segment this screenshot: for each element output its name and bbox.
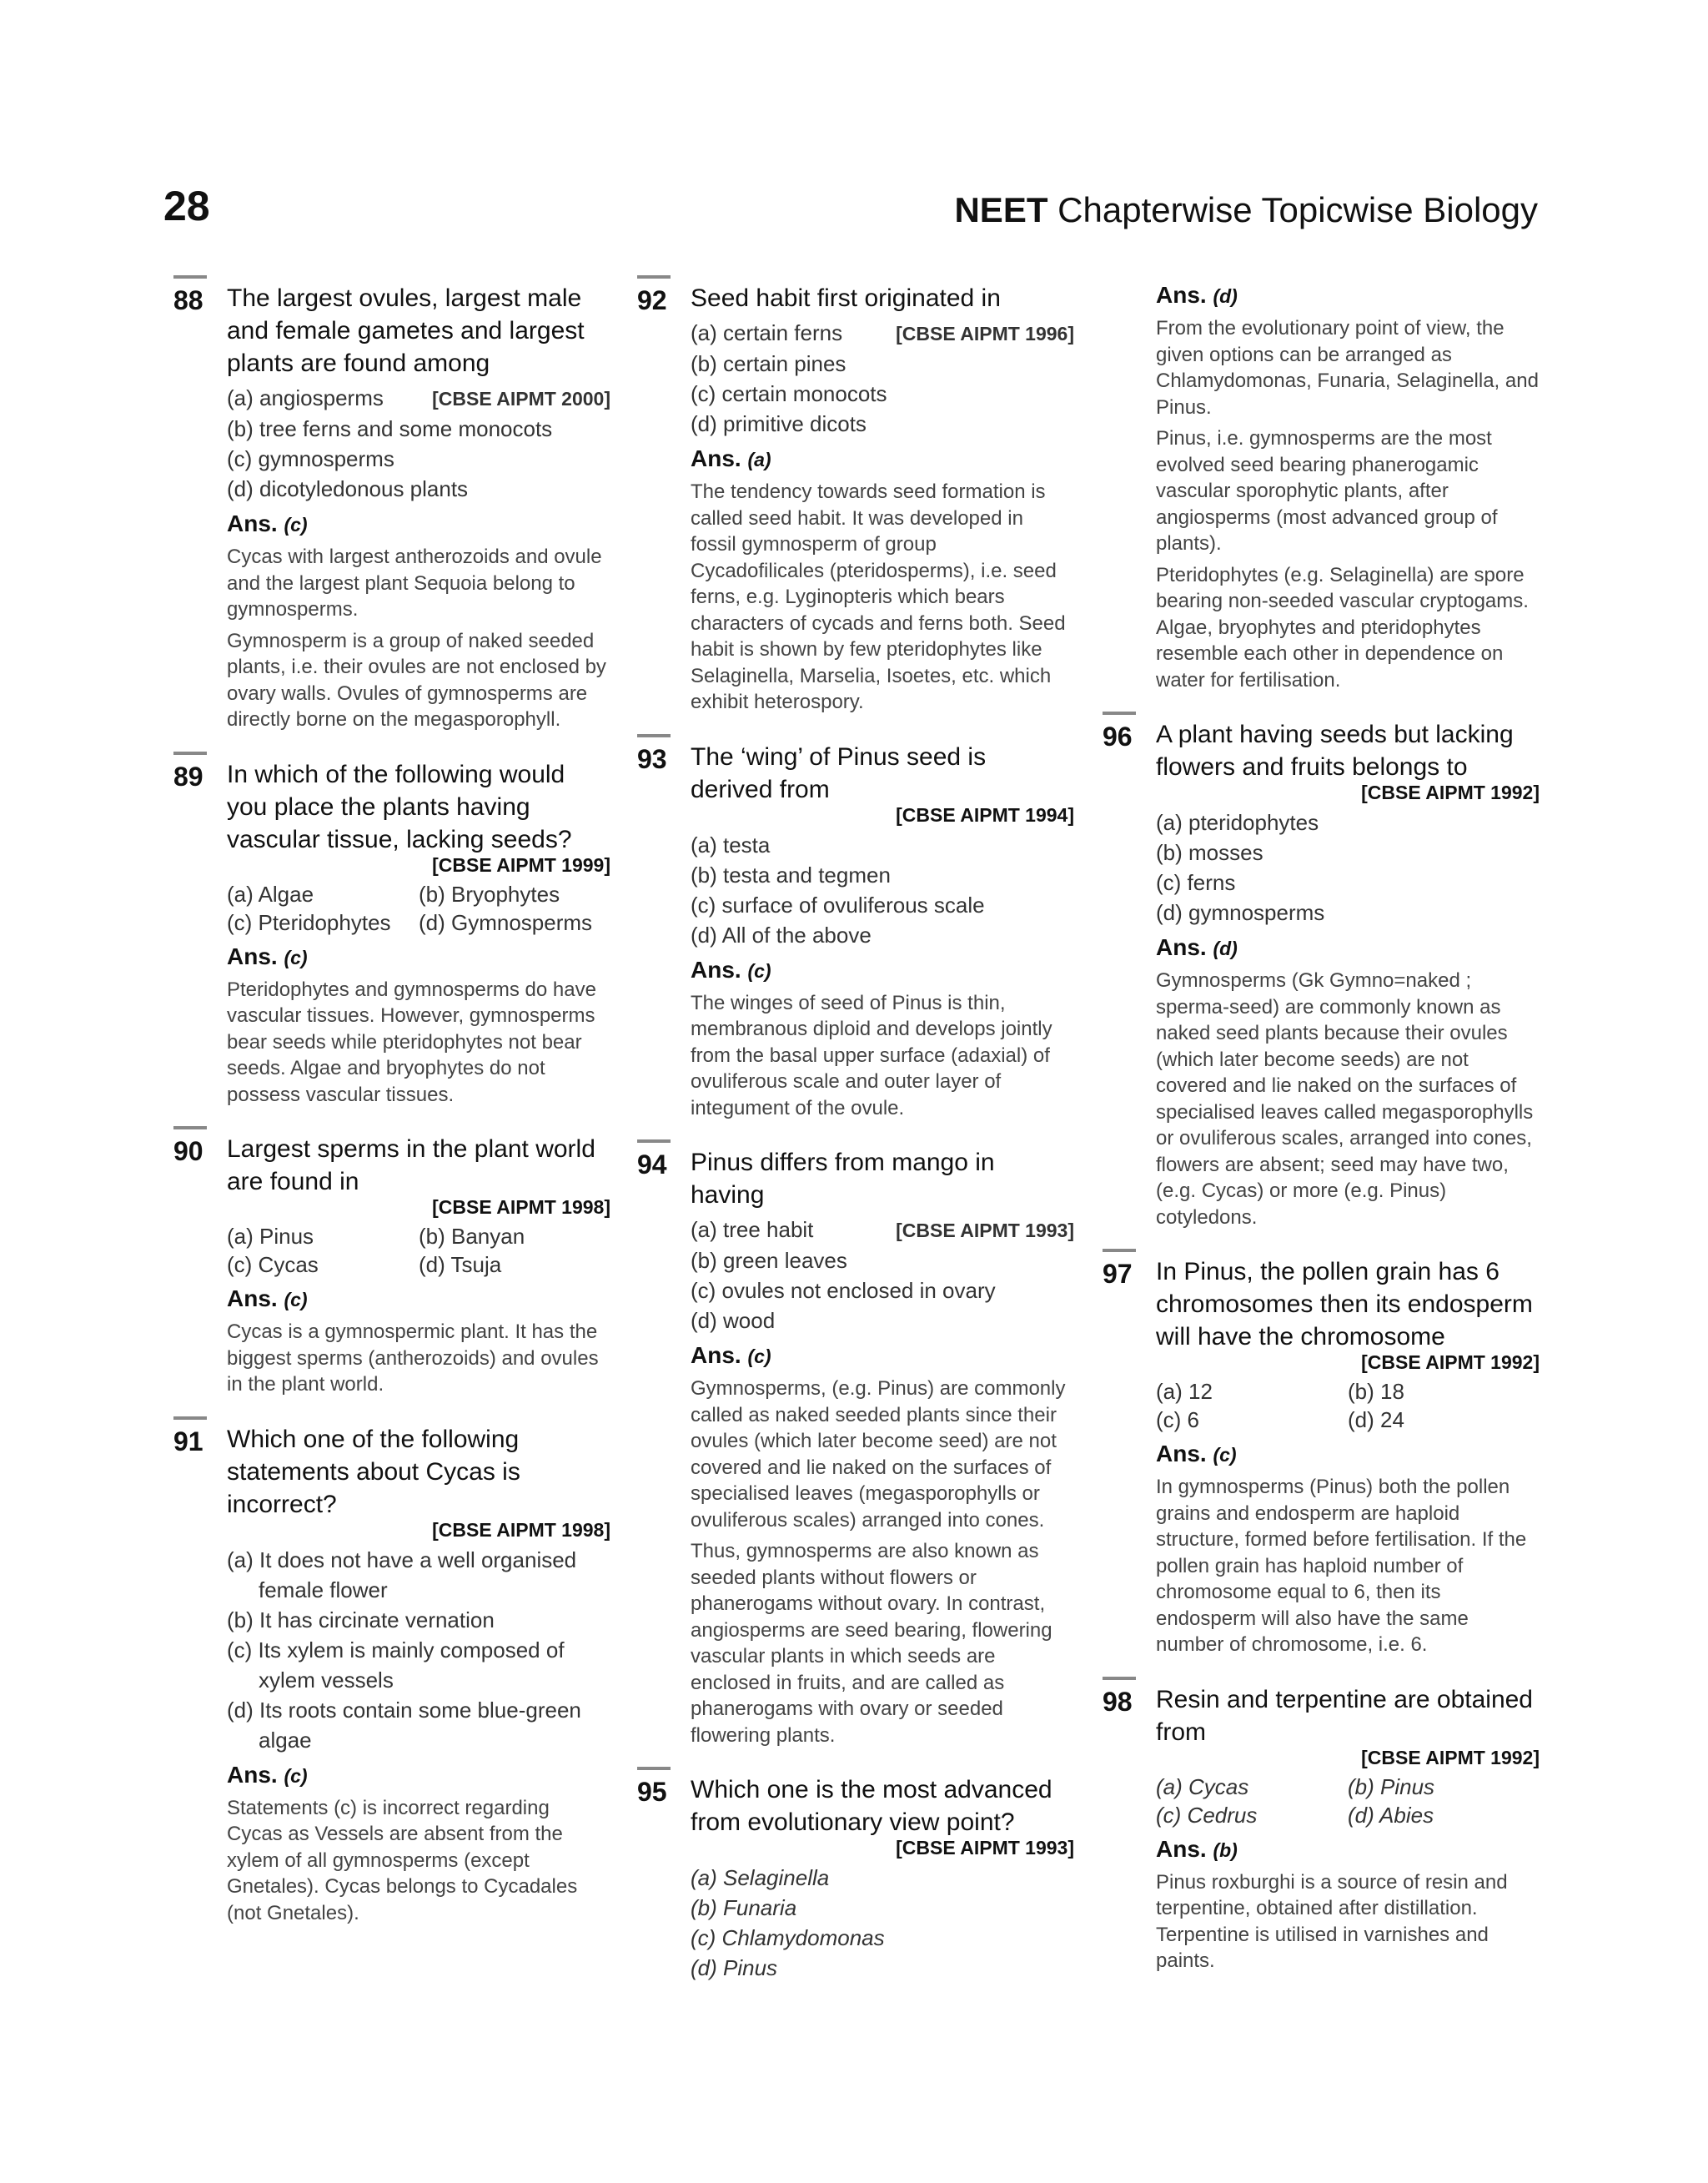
option-c: (c) ferns [1156, 870, 1236, 895]
options [227, 383, 610, 504]
option-d: (d) Gymnosperms [419, 909, 593, 935]
option-d: (d) Pinus [691, 1955, 778, 1980]
question-93 [637, 741, 1074, 1122]
option-c: (c) Its xylem is mainly composed of xylem vessels [227, 1637, 565, 1693]
options [691, 1215, 1074, 1335]
explanation: In gymnosperms (Pinus) both the pollen grains and endosperm are haploid structure, formed before fertilisation. If the pollen grain has haploid number of chromosome equal to 6, then its endosperm will also have the same number of chromosome, i.e. 6. [1156, 1476, 1527, 1656]
question-92 [637, 282, 1074, 716]
exam-source: [CBSE AIPMT 1992] [1361, 1746, 1540, 1768]
option-c: (c) Chlamydomonas [691, 1925, 885, 1950]
explanation: Pinus, i.e. gymnosperms are the most evolved seed bearing phanerogamic vascular sporophytic plants, after angiosperms (most advanced group of plants). [1156, 427, 1498, 555]
options [1156, 1377, 1540, 1434]
question-97 [1103, 1255, 1540, 1658]
options [691, 318, 1074, 439]
option-d: (d) All of the above [691, 922, 872, 948]
options [227, 880, 610, 937]
question-96 [1103, 718, 1540, 1230]
explanation: Gymnosperms (Gk Gymno=naked ; sperma-seed) are commonly known as naked seed plants because their ovules (which later become seeds) are not covered and lie naked on the surfaces of specialised leaves called megasporophylls or ovuliferous scales, arranged into cones, flowers are absent; seed may have two, (e.g. Cycas) or more (e.g. Pinus) cotyledons. [1156, 969, 1534, 1229]
answer: Ans. (a) [691, 445, 771, 471]
option-c: (c) Cycas [227, 1252, 319, 1277]
option-a: (a) 12 [1156, 1379, 1213, 1404]
exam-source: [CBSE AIPMT 1993] [896, 1837, 1074, 1859]
question-number: 90 [173, 1136, 203, 1166]
question-number: 91 [173, 1426, 203, 1456]
question-number: 95 [637, 1777, 667, 1807]
column-2 [637, 282, 1074, 2008]
book-title [954, 190, 1538, 230]
question-text: The ‘wing’ of Pinus seed is derived from [691, 742, 987, 803]
answer: Ans. (c) [227, 1761, 308, 1788]
option-c: (c) Pteridophytes [227, 909, 391, 935]
option-b: (b) green leaves [691, 1248, 847, 1273]
option-d: (d) 24 [1348, 1407, 1404, 1432]
question-text: Largest sperms in the plant world are found in [227, 1135, 595, 1195]
options [691, 830, 1074, 950]
explanation: Pteridophytes (e.g. Selaginella) are spore bearing non-seeded vascular cryptogams. Algae, bryophytes and pteridophytes resemble each other in dependence on water for fertilisation. [1156, 563, 1529, 692]
option-a: (a) Algae [227, 881, 314, 907]
option-c: (c) Cedrus [1156, 1802, 1258, 1828]
answer: Ans. (c) [691, 1342, 771, 1368]
option-a: (a) Selaginella [691, 1865, 830, 1890]
explanation: Pinus roxburghi is a source of resin and terpentine, obtained after distillation. Terpentine is utilised in varnishes and paints. [1156, 1870, 1508, 1972]
option-a: (a) certain ferns [691, 320, 843, 345]
question-number: 89 [173, 761, 203, 792]
options [691, 1863, 1074, 1983]
option-a: (a) tree habit [691, 1217, 814, 1242]
exam-source: [CBSE AIPMT 1999] [432, 853, 610, 876]
option-b: (b) Pinus [1348, 1773, 1435, 1799]
option-d: (d) gymnosperms [1156, 900, 1325, 925]
question-number: 93 [637, 743, 667, 774]
explanation: The tendency towards seed formation is called seed habit. It was developed in fossil gymnosperm of group Cycadofilicales (pteridosperms), i.e. seed ferns, e.g. Lyginopteris which bears characters of cycads and ferns both. Seed habit is shown by few pteridophytes like Selaginella, Marselia, Isoetes, etc. which exhibit heterospory. [691, 480, 1066, 713]
option-d: (d) dicotyledonous plants [227, 476, 469, 501]
explanation: The winges of seed of Pinus is thin, membranous diploid and develops jointly from the basal upper surface (adaxial) of ovuliferous scale and outer layer of integument of the ovule. [691, 991, 1052, 1119]
answer: Ans. (c) [227, 1285, 308, 1311]
option-b: (b) Funaria [691, 1895, 797, 1920]
option-b: (b) testa and tegmen [691, 862, 891, 888]
answer: Ans. (c) [691, 956, 771, 983]
option-b: (b) It has circinate vernation [227, 1607, 495, 1632]
explanation: Thus, gymnosperms are also known as seeded plants without flowers or phanerogams without ovary. In contrast, angiosperms are seed bearing, flowering vascular plants in which seeds are enclosed in fruits, and are called as phanerogams with ovary or seeded flowering plants. [691, 1540, 1052, 1747]
answer: Ans. (d) [1156, 934, 1238, 960]
page-number: 28 [163, 183, 210, 229]
exam-source: [CBSE AIPMT 1993] [896, 1220, 1074, 1241]
question-number: 98 [1103, 1686, 1133, 1717]
answer: Ans. (c) [1156, 1441, 1237, 1466]
question-number: 94 [637, 1149, 667, 1180]
question-text: Pinus differs from mango in having [691, 1149, 995, 1209]
answer: Ans. (c) [227, 943, 308, 969]
question-95 [637, 1773, 1074, 1983]
book-title-rest: Chapterwise Topicwise Biology [1057, 190, 1538, 229]
question-98 [1103, 1683, 1540, 1974]
question-text: A plant having seeds but lacking flowers and fruits belongs to [1156, 721, 1514, 781]
explanation: Gymnosperms, (e.g. Pinus) are commonly called as naked seeded plants since their ovules (which later become seed) are not covered and lie naked on the surfaces of specialised leaves (megasporophylls or ovuliferous scales) arranged into cones. [691, 1377, 1066, 1532]
exam-source: [CBSE AIPMT 1992] [1361, 1351, 1540, 1373]
option-d: (d) primitive dicots [691, 411, 867, 436]
question-89 [173, 758, 610, 1109]
question-text: In which of the following would you place the plants having vascular tissue, lacking seeds? [227, 760, 572, 853]
option-c: (c) 6 [1156, 1407, 1199, 1432]
question-text: Which one is the most advanced from evolutionary view point? [691, 1776, 1052, 1836]
option-a: (a) Cycas [1156, 1773, 1249, 1799]
option-b: (b) tree ferns and some monocots [227, 416, 553, 441]
options [1156, 807, 1540, 928]
option-b: (b) Bryophytes [419, 881, 560, 907]
options [1156, 1773, 1540, 1829]
question-90 [173, 1133, 610, 1398]
options [227, 1545, 610, 1755]
question-95-answer [1156, 282, 1540, 693]
exam-source: [CBSE AIPMT 1998] [432, 1518, 610, 1541]
answer: Ans. (b) [1156, 1835, 1238, 1862]
column-3 [1103, 282, 1540, 1999]
question-text: Resin and terpentine are obtained from [1156, 1685, 1533, 1746]
exam-source: [CBSE AIPMT 1994] [896, 803, 1074, 826]
option-d: (d) Abies [1348, 1802, 1434, 1828]
explanation: From the evolutionary point of view, the given options can be arranged as Chlamydomonas, Funaria, Selaginella, and Pinus. [1156, 317, 1539, 419]
explanation: Gymnosperm is a group of naked seeded plants, i.e. their ovules are not enclosed by ovary walls. Ovules of gymnosperms are directly borne on the megasporophyll. [227, 629, 606, 731]
exam-source: [CBSE AIPMT 2000] [432, 388, 610, 410]
question-91 [173, 1423, 610, 1927]
explanation: Pteridophytes and gymnosperms do have vascular tissues. However, gymnosperms bear seeds while pteridophytes not bear seeds. Algae and bryophytes do not possess vascular tissues. [227, 978, 596, 1106]
option-b: (b) mosses [1156, 840, 1263, 865]
question-94 [637, 1146, 1074, 1748]
option-d: (d) wood [691, 1308, 776, 1333]
question-text: In Pinus, the pollen grain has 6 chromosomes then its endosperm will have the chromosome [1156, 1258, 1533, 1351]
option-c: (c) gymnosperms [227, 446, 394, 471]
explanation: Statements (c) is incorrect regarding Cycas as Vessels are absent from the xylem of all gymnosperms (except Gnetales). Cycas belongs to Cycadales (not Gnetales). [227, 1796, 578, 1924]
answer: Ans. (c) [227, 511, 308, 536]
option-b: (b) certain pines [691, 351, 846, 376]
question-number: 96 [1103, 722, 1133, 752]
option-b: (b) 18 [1348, 1379, 1404, 1404]
option-b: (b) Banyan [419, 1224, 525, 1249]
book-title-bold: NEET [954, 190, 1048, 229]
option-d: (d) Its roots contain some blue-green algae [227, 1697, 581, 1753]
question-number: 97 [1103, 1259, 1133, 1289]
option-c: (c) ovules not enclosed in ovary [691, 1278, 996, 1303]
explanation: Cycas with largest antherozoids and ovule and the largest plant Sequoia belong to gymnosperms. [227, 546, 602, 621]
question-number: 88 [173, 285, 203, 315]
question-text: Which one of the following statements about Cycas is incorrect? [227, 1425, 520, 1518]
question-number: 92 [637, 285, 667, 315]
option-a: (a) It does not have a well organised female flower [227, 1547, 577, 1602]
option-a: (a) Pinus [227, 1224, 314, 1249]
explanation: Cycas is a gymnospermic plant. It has the biggest sperms (antherozoids) and ovules in the plant world. [227, 1320, 599, 1396]
option-a: (a) angiosperms [227, 385, 384, 410]
exam-source: [CBSE AIPMT 1998] [432, 1196, 610, 1218]
exam-source: [CBSE AIPMT 1992] [1361, 782, 1540, 803]
options [227, 1222, 610, 1279]
option-c: (c) surface of ovuliferous scale [691, 892, 985, 918]
answer: Ans. (d) [1156, 282, 1238, 308]
option-d: (d) Tsuja [419, 1252, 502, 1277]
option-a: (a) pteridophytes [1156, 810, 1319, 835]
column-1 [173, 282, 610, 1951]
option-c: (c) certain monocots [691, 381, 887, 406]
question-text: The largest ovules, largest male and female gametes and largest plants are found among [227, 284, 585, 377]
question-88 [173, 282, 610, 733]
question-text: Seed habit first originated in [691, 284, 1001, 312]
option-a: (a) testa [691, 832, 771, 858]
exam-source: [CBSE AIPMT 1996] [896, 323, 1074, 345]
